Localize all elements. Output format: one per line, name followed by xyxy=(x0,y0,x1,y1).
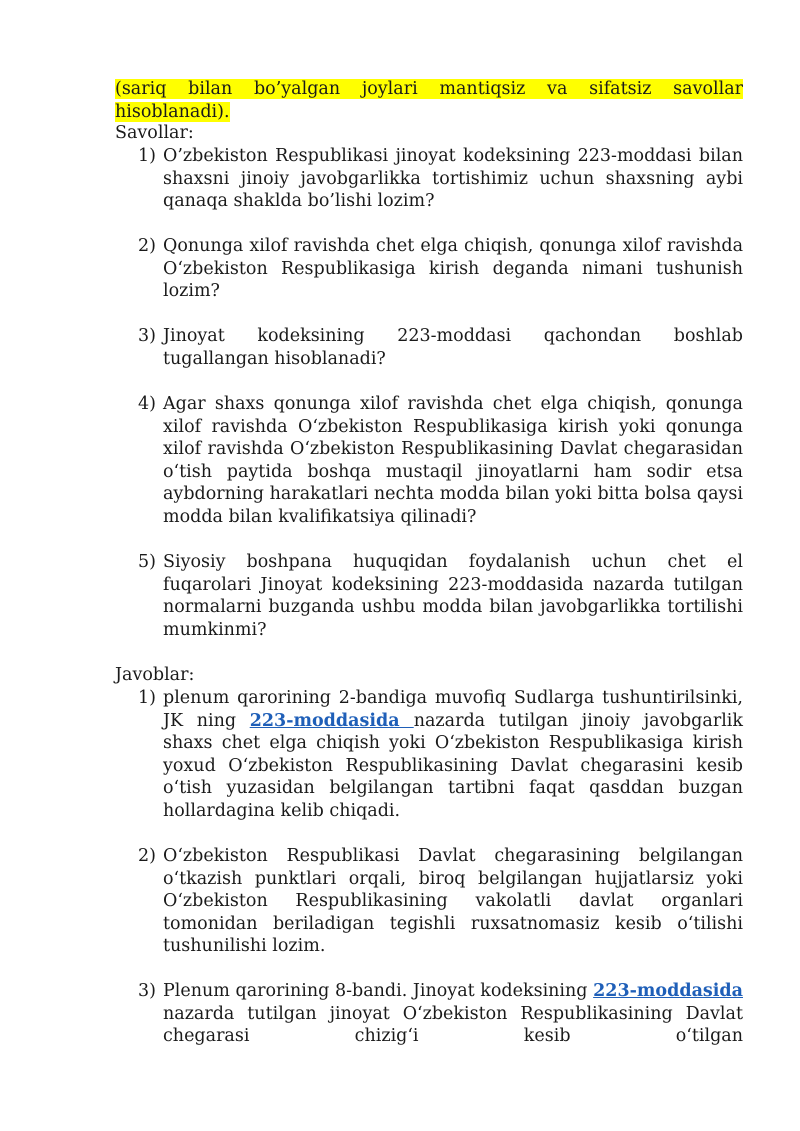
question-text: Qonunga xilof ravishda chet elga chiqish, qonunga xilof ravishda O‘zbekiston Respublikasiga kirish deganda nimani tushunish lozim? xyxy=(163,236,743,301)
question-number: 4) xyxy=(138,394,156,414)
answer-text-after: nazarda tutilgan jinoiy javobgarlik shaxs chet elga chiqish yoki O‘zbekiston Respublikasiga kirish yoxud O‘zbekiston Respublikasining Davlat chegarasini kesib o‘tish yuzasidan belgilangan tartibni faqat qasddan buzgan hollardagina kelib chiqadi. xyxy=(163,710,743,821)
answer-text-before: Plenum qarorining 8-bandi. Jinoyat kodeksining xyxy=(163,981,594,1001)
answer-text-before: plenum qarorining 2-bandiga muvofiq Sudlarga tushuntirilsinki, JK ning xyxy=(163,688,743,731)
answer-text: O‘zbekiston Respublikasi Davlat chegarasining belgilangan o‘tkazish punktlari orqali, biroq belgilangan hujjatlarsiz yoki O‘zbekiston Respublikasining vakolatli davlat organlari tomonidan beriladigan tegishli ruxsatnomasiz kesib o‘tilishi tushunilishi lozim. xyxy=(163,846,743,956)
question-item-4 xyxy=(115,393,743,528)
answer-item-3 xyxy=(115,980,743,1048)
question-item-3 xyxy=(115,325,743,370)
question-item-5 xyxy=(115,551,743,641)
answer-text xyxy=(163,980,743,1048)
article-223-link[interactable]: 223-moddasida xyxy=(593,981,743,1001)
question-number: 1) xyxy=(138,146,156,166)
questions-heading: Savollar: xyxy=(115,123,194,143)
question-item-1 xyxy=(115,145,743,213)
article-223-link[interactable]: 223-moddasida xyxy=(249,710,414,731)
question-text: Siyosiy boshpana huquqidan foydalanish uchun chet el fuqarolari Jinoyat kodeksining 223-moddasida nazarda tutilgan normalarni buzganda ushbu modda bilan javobgarlikka tortilishi mumkinmi? xyxy=(163,552,743,640)
answers-heading: Javoblar: xyxy=(115,665,195,685)
highlighted-note xyxy=(115,78,743,123)
answer-number: 3) xyxy=(138,981,156,1001)
question-number: 2) xyxy=(138,236,156,256)
note-text: (sariq bilan bo’yalgan joylari mantiqsiz va sifatsiz savollar hisoblanadi). xyxy=(115,79,743,122)
question-number: 5) xyxy=(138,552,156,572)
answer-item-1 xyxy=(115,687,743,822)
answer-item-2 xyxy=(115,845,743,958)
question-text: Agar shaxs qonunga xilof ravishda chet elga chiqish, qonunga xilof ravishda O‘zbekiston Respublikasiga kirish yoki qonunga xilof ravishda O‘zbekiston Respublikasining Davlat chegarasidan o‘tish paytida boshqa mustaqil jinoyatlarni ham sodir etsa aybdorning harakatlari nechta modda bilan yoki bitta bolsa qaysi modda bilan kvalifikatsiya qilinadi? xyxy=(163,394,743,527)
question-text: O’zbekiston Respublikasi jinoyat kodeksining 223-moddasi bilan shaxsni jinoiy javobgarlikka tortishimiz uchun shaxsning aybi qanaqa shaklda bo’lishi lozim? xyxy=(163,146,743,211)
question-item-2 xyxy=(115,235,743,303)
question-text: Jinoyat kodeksining 223-moddasi qachondan boshlab tugallangan hisoblanadi? xyxy=(163,326,743,369)
answer-number: 1) xyxy=(138,688,156,708)
question-number: 3) xyxy=(138,326,156,346)
answer-text-after: nazarda tutilgan jinoyat O‘zbekiston Respublikasining Davlat chegarasi chizig‘i kesib o‘tilgan xyxy=(163,1003,743,1046)
answer-number: 2) xyxy=(138,846,156,866)
answer-text xyxy=(163,687,743,822)
